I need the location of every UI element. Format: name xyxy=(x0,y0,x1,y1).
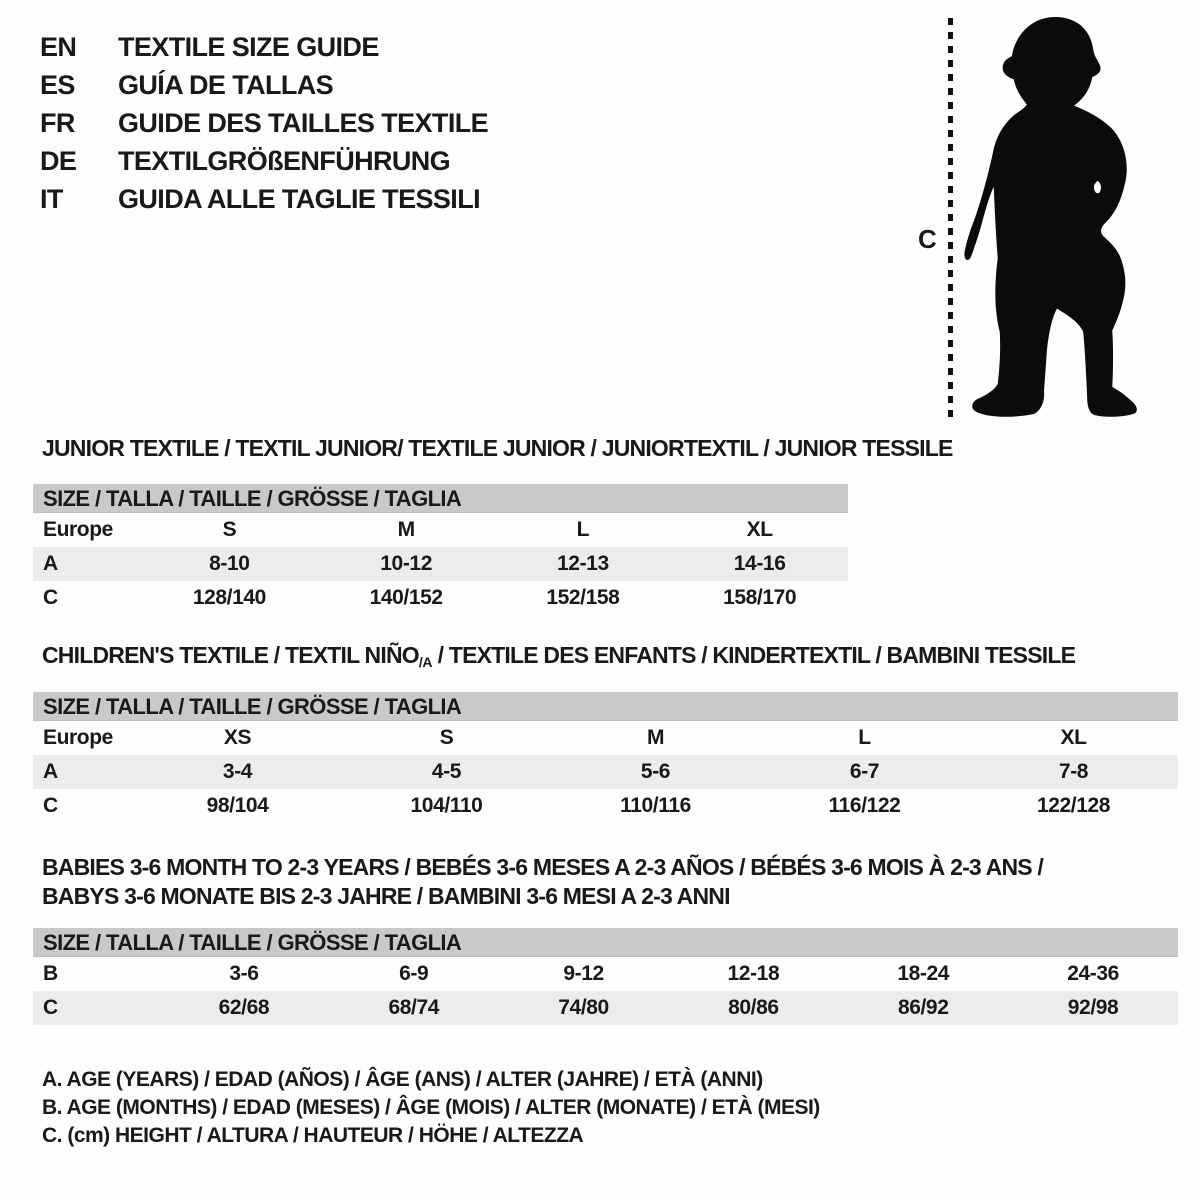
table-cell: L xyxy=(576,518,590,541)
table-cell: 14-16 xyxy=(733,552,786,575)
table-cell: 6-7 xyxy=(849,760,880,783)
table-cell: M xyxy=(397,518,415,541)
table-row-age-years xyxy=(33,547,848,581)
table-cell: S xyxy=(439,726,454,749)
children-title-text: / TEXTILE DES ENFANTS / KINDERTEXTIL / BAMBINI TESSILE xyxy=(432,642,1076,668)
table-cell: C xyxy=(43,794,58,817)
junior-size-table xyxy=(33,484,848,615)
guide-title-es: GUÍA DE TALLAS xyxy=(118,69,334,100)
table-cell: B xyxy=(43,962,58,985)
table-cell: 3-6 xyxy=(229,962,259,985)
guide-title-de: TEXTILGRÖßENFÜHRUNG xyxy=(118,145,451,176)
size-header-bar: SIZE / TALLA / TAILLE / GRÖSSE / TAGLIA xyxy=(33,484,848,513)
height-measure-figure xyxy=(900,14,1170,426)
table-cell: 86/92 xyxy=(897,996,949,1019)
legend-line-a: A. AGE (YEARS) / EDAD (AÑOS) / ÂGE (ANS) / ALTER (JAHRE) / ETÀ (ANNI) xyxy=(42,1068,763,1091)
table-cell: 140/152 xyxy=(369,586,443,609)
table-row-europe xyxy=(33,721,1178,755)
table-cell: Europe xyxy=(43,518,113,541)
language-code: FR xyxy=(40,107,75,138)
language-row-en xyxy=(40,28,488,66)
table-cell: 10-12 xyxy=(380,552,432,575)
table-cell: 18-24 xyxy=(897,962,950,985)
language-row-fr xyxy=(40,104,488,142)
table-cell: 3-4 xyxy=(222,760,253,783)
table-cell: 110/116 xyxy=(620,794,691,817)
table-row-height-cm xyxy=(33,991,1178,1025)
table-cell: 74/80 xyxy=(558,996,609,1019)
table-cell: M xyxy=(646,726,665,749)
children-title-subscript: /A xyxy=(418,654,433,670)
junior-section-title: JUNIOR TEXTILE / TEXTIL JUNIOR/ TEXTILE JUNIOR / JUNIORTEXTIL / JUNIOR TESSILE xyxy=(42,435,953,461)
babies-title-line1: BABIES 3-6 MONTH TO 2-3 YEARS / BEBÉS 3-6 MESES A 2-3 AÑOS / BÉBÉS 3-6 MOIS À 2-3 ANS / xyxy=(42,854,1044,880)
table-cell: 98/104 xyxy=(206,794,269,817)
language-code: EN xyxy=(40,31,77,62)
table-cell: A xyxy=(43,552,58,575)
size-header-bar: SIZE / TALLA / TAILLE / GRÖSSE / TAGLIA xyxy=(33,692,1178,721)
children-title-text: CHILDREN'S TEXTILE / TEXTIL NIÑO xyxy=(42,642,419,668)
table-cell: 62/68 xyxy=(218,996,270,1019)
table-cell: 9-12 xyxy=(563,962,604,985)
table-cell: C xyxy=(43,586,58,609)
table-cell: 116/122 xyxy=(828,794,901,817)
legend xyxy=(42,1066,820,1150)
table-cell: 7-8 xyxy=(1058,760,1089,783)
language-title-list xyxy=(40,28,488,218)
table-cell: 5-6 xyxy=(640,760,671,783)
table-cell: 12-13 xyxy=(557,552,609,575)
guide-title-it: GUIDA ALLE TAGLIE TESSILI xyxy=(118,183,480,214)
table-cell: 68/74 xyxy=(388,996,440,1019)
table-row-height-cm xyxy=(33,581,848,615)
language-code: IT xyxy=(40,183,63,214)
table-cell: 24-36 xyxy=(1067,962,1119,985)
table-cell: XL xyxy=(1060,726,1087,749)
table-cell: 8-10 xyxy=(209,552,250,575)
table-cell: 92/98 xyxy=(1067,996,1119,1019)
babies-section-title xyxy=(42,853,1043,911)
legend-line-c: C. (cm) HEIGHT / ALTURA / HAUTEUR / HÖHE / ALTEZZA xyxy=(42,1124,584,1147)
height-dashed-line xyxy=(948,18,953,418)
table-cell: 12-18 xyxy=(727,962,780,985)
language-code: ES xyxy=(40,69,75,100)
children-section-title xyxy=(42,641,1075,677)
table-row-age-years xyxy=(33,755,1178,789)
table-cell: 158/170 xyxy=(723,586,797,609)
table-cell: C xyxy=(43,996,58,1019)
table-cell: 152/158 xyxy=(546,586,620,609)
language-row-de xyxy=(40,142,488,180)
table-cell: 122/128 xyxy=(1036,794,1111,817)
height-measure-label: C xyxy=(918,224,937,254)
table-cell: 104/110 xyxy=(410,794,483,817)
size-header-bar: SIZE / TALLA / TAILLE / GRÖSSE / TAGLIA xyxy=(33,928,1178,957)
language-code: DE xyxy=(40,145,77,176)
language-row-es xyxy=(40,66,488,104)
language-row-it xyxy=(40,180,488,218)
baby-silhouette-icon xyxy=(962,16,1144,418)
table-cell: S xyxy=(222,518,237,541)
table-cell: A xyxy=(43,760,58,783)
babies-size-table xyxy=(33,928,1178,1025)
table-row-age-months xyxy=(33,957,1178,991)
babies-title-line2: BABYS 3-6 MONATE BIS 2-3 JAHRE / BAMBINI 3-6 MESI A 2-3 ANNI xyxy=(42,883,730,909)
guide-title-en: TEXTILE SIZE GUIDE xyxy=(118,31,379,62)
table-row-height-cm xyxy=(33,789,1178,823)
legend-line-b: B. AGE (MONTHS) / EDAD (MESES) / ÂGE (MOIS) / ALTER (MONATE) / ETÀ (MESI) xyxy=(42,1096,820,1119)
guide-title-fr: GUIDE DES TAILLES TEXTILE xyxy=(118,107,489,138)
table-cell: 80/86 xyxy=(728,996,779,1019)
table-cell: XL xyxy=(746,518,773,541)
table-row-europe xyxy=(33,513,848,547)
table-cell: 6-9 xyxy=(399,962,429,985)
table-cell: 4-5 xyxy=(431,760,462,783)
children-size-table xyxy=(33,692,1178,823)
table-cell: 128/140 xyxy=(192,586,266,609)
table-cell: Europe xyxy=(43,726,113,749)
table-cell: XS xyxy=(223,726,252,749)
table-cell: L xyxy=(858,726,871,749)
